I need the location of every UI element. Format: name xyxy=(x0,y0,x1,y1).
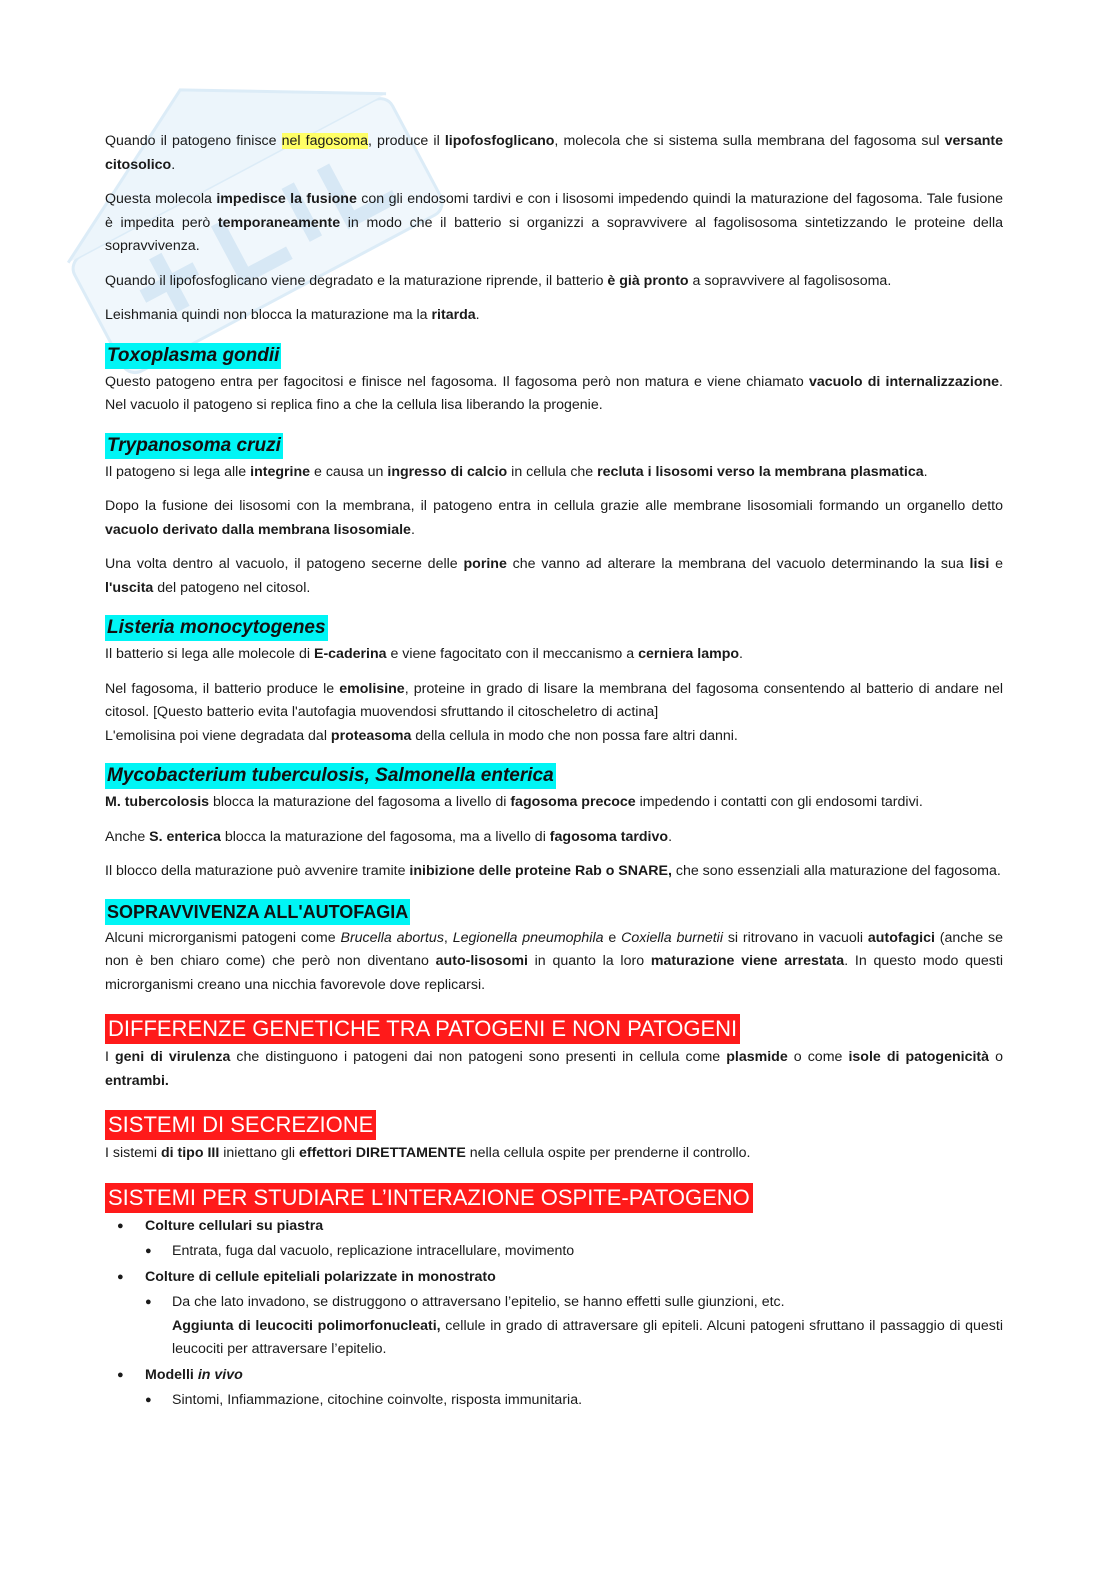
bullet-list xyxy=(105,1215,1003,1413)
section-heading-listeria: Listeria monocytogenes xyxy=(105,615,328,641)
paragraph-lipofosfoglicano: Quando il patogeno finisce nel fagosoma, produce il lipofosfoglicano, molecola che si sistema sulla membrana del fagosoma sul versante citosolico. xyxy=(105,133,1004,173)
paragraph-trypanosoma-2: Dopo la fusione dei lisosomi con la membrana, il patogeno entra in cellula grazie alle membrane lisosomiali formando un organello detto vacuolo derivato dalla membrana lisosomiale. xyxy=(105,498,1003,538)
section-heading-differenze-genetiche: DIFFERENZE GENETICHE TRA PATOGENI E NON PATOGENI xyxy=(105,1014,740,1044)
paragraph-mycobacterium-3: Il blocco della maturazione può avvenire tramite inibizione delle proteine Rab o SNARE, che sono essenziali alla maturazione del fagosoma. xyxy=(105,863,1001,879)
paragraph-listeria-1: Il batterio si lega alle molecole di E-caderina e viene fagocitato con il meccanismo a cerniera lampo. xyxy=(105,646,743,662)
paragraph-listeria-2: Nel fagosoma, il batterio produce le emolisine, proteine in grado di lisare la membrana del fagosoma consentendo al batterio di andare nel citosol. [Questo batterio evita l'autofagia muovendosi sfruttando il citoscheletro di actina] L'emolisina poi viene degradata dal proteasoma della cellula in modo che non possa fare altri danni. xyxy=(105,680,1003,744)
section-heading-mycobacterium: Mycobacterium tuberculosis, Salmonella enterica xyxy=(105,763,556,789)
list-item: ● Colture cellulari su piastra ● Entrata, fuga dal vacuolo, replicazione intracellulare, movimento xyxy=(105,1215,1003,1264)
highlighted-text: nel fagosoma xyxy=(281,133,368,149)
document-page xyxy=(105,130,1003,1415)
sub-bullet-list xyxy=(145,1389,1003,1413)
paragraph-mycobacterium-2: Anche S. enterica blocca la maturazione del fagosoma, ma a livello di fagosoma tardivo. xyxy=(105,828,673,845)
list-item: ● Modelli in vivo ● Sintomi, Infiammazione, citochine coinvolte, risposta immunitaria. xyxy=(105,1364,1003,1413)
paragraph-toxoplasma: Questo patogeno entra per fagocitosi e finisce nel fagosoma. Il fagosoma però non matura e viene chiamato vacuolo di internalizzazione. Nel vacuolo il patogeno si replica fino a che la cellula lisa liberando la progenie. xyxy=(105,373,1003,413)
list-item: ● Da che lato invadono, se distruggono o attraversano l’epitelio, se hanno effetti sulle giunzioni, etc. Aggiunta di leucociti polimorfonucleati, cellule in grado di attraversare gli epiteli. Alcuni patogeni sfruttano il passaggio di questi leucociti per attraversare l’epitelio. xyxy=(145,1291,1003,1362)
paragraph-autofagia: Alcuni microrganismi patogeni come Brucella abortus, Legionella pneumophila e Coxiella burnetii si ritrovano in vacuoli autofagici (anche se non è ben chiaro come) che però non diventano auto-lisosomi in quanto la loro maturazione viene arrestata. In questo modo questi microrganismi creano una nicchia favorevole dove replicarsi. xyxy=(105,929,1003,993)
list-item: ● Entrata, fuga dal vacuolo, replicazione intracellulare, movimento xyxy=(145,1240,1003,1264)
list-item: ● Sintomi, Infiammazione, citochine coinvolte, risposta immunitaria. xyxy=(145,1389,1003,1413)
paragraph-differenze-genetiche: I geni di virulenza che distinguono i patogeni dai non patogeni sono presenti in cellula come plasmide o come isole di patogenicità o entrambi. xyxy=(105,1049,1003,1089)
paragraph-trypanosoma-1: Il patogeno si lega alle integrine e causa un ingresso di calcio in cellula che recluta i lisosomi verso la membrana plasmatica. xyxy=(105,463,928,480)
section-heading-trypanosoma: Trypanosoma cruzi xyxy=(105,433,283,459)
sub-bullet-list xyxy=(145,1291,1003,1362)
paragraph-degradazione: Quando il lipofosfoglicano viene degradato e la maturazione riprende, il batterio è già pronto a sopravvivere al fagolisosoma. xyxy=(105,272,892,289)
paragraph-secrezione: I sistemi di tipo III iniettano gli effettori DIRETTAMENTE nella cellula ospite per prenderne il controllo. xyxy=(105,1145,751,1161)
sub-bullet-list xyxy=(145,1240,1003,1264)
section-heading-interazione: SISTEMI PER STUDIARE L’INTERAZIONE OSPITE-PATOGENO xyxy=(105,1183,753,1213)
section-heading-secrezione: SISTEMI DI SECREZIONE xyxy=(105,1110,376,1140)
paragraph-fusione: Questa molecola impedisce la fusione con gli endosomi tardivi e con i lisosomi impedendo quindi la maturazione del fagosoma. Tale fusione è impedita però temporaneamente in modo che il batterio si organizzi a sopravvivere al fagolisosoma sintetizzando le proteine della sopravvivenza. xyxy=(105,191,1004,254)
section-heading-autofagia: SOPRAVVIVENZA ALL'AUTOFAGIA xyxy=(105,899,410,925)
paragraph-leishmania: Leishmania quindi non blocca la maturazione ma la ritarda. xyxy=(105,307,480,323)
paragraph-trypanosoma-3: Una volta dentro al vacuolo, il patogeno secerne delle porine che vanno ad alterare la membrana del vacuolo determinando la sua lisi e l'uscita del patogeno nel citosol. xyxy=(105,556,1003,596)
section-heading-toxoplasma: Toxoplasma gondii xyxy=(105,343,281,369)
paragraph-mycobacterium-1: M. tubercolosis blocca la maturazione del fagosoma a livello di fagosoma precoce impedendo i contatti con gli endosomi tardivi. xyxy=(105,794,923,810)
list-item: ● Colture di cellule epiteliali polarizzate in monostrato ● Da che lato invadono, se distruggono o attraversano l’epitelio, se hanno effetti sulle giunzioni, etc. Aggiunta di leucociti polimorfonucleati, cellule in grado di attraversare gli epiteli. Alcuni patogeni sfruttano il passaggio di questi leucociti per attraversare l’epitelio. xyxy=(105,1266,1003,1362)
